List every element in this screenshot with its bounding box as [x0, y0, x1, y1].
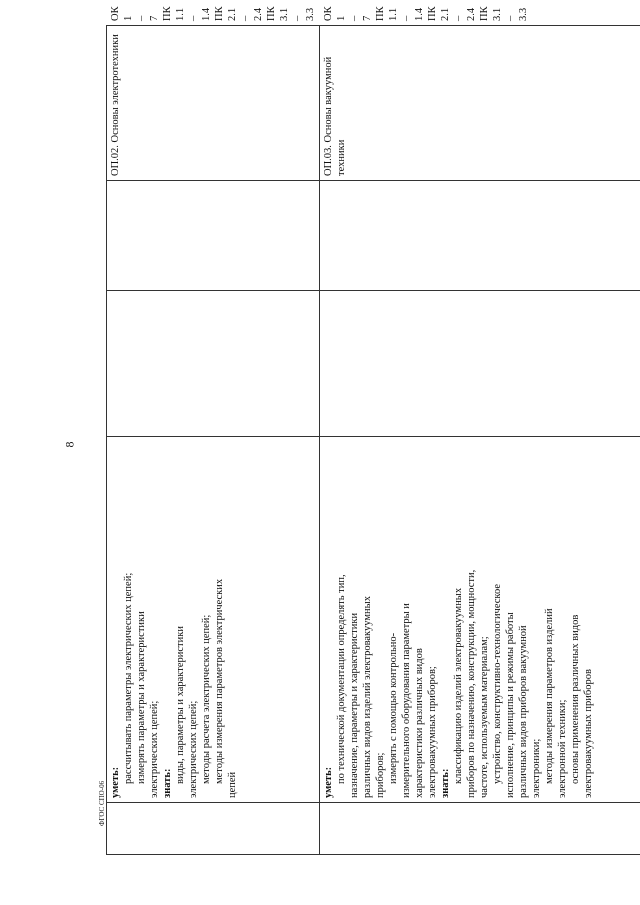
disciplines-table	[106, 6, 640, 855]
page-number: 8	[62, 441, 77, 448]
knowledge-line: цепей	[227, 771, 238, 798]
discipline-cell: ОП.03. Основы вакуумной техники	[320, 26, 640, 181]
requirements-cell	[320, 437, 640, 803]
skill-line: назначение, параметры и характеристики	[349, 612, 360, 798]
rotated-page-container	[106, 6, 594, 855]
requirements-cell	[107, 437, 320, 803]
table-row: уметь: рассчитывать параметры электрических цепей; измерять параметры и характеристики электрических цепей; знать: виды, параметры и характеристики электрических цепей; методы расчета электрических цепей; методы измерения параметров электрических цепей ОП.02. Основы электротехники ОК 1 – 7 ПК 1.1 – 1.4 ПК 2.1 – 2.4 ПК 3.1 – 3.3	[107, 26, 320, 855]
knowledge-line: методы измерения параметров электрических	[214, 578, 225, 784]
knowledge-line: электронной техники;	[557, 699, 568, 798]
empty-cell	[107, 291, 320, 437]
knowledge-line: основы применения различных видов	[570, 614, 581, 784]
knowledge-line: частоте, используемым материалам;	[479, 636, 490, 798]
skill-line: приборов;	[375, 752, 386, 798]
requirements-list	[109, 441, 239, 798]
skills-heading: уметь:	[323, 766, 334, 798]
footer-label: ФГОС СПО-06	[98, 780, 106, 826]
skill-line: рассчитывать параметры электрических цепей;	[123, 572, 134, 784]
knowledge-heading: знать:	[162, 768, 173, 798]
knowledge-heading: знать:	[440, 768, 451, 798]
skill-line: по технической документации определять тип,	[336, 574, 347, 784]
knowledge-line: устройство, конструктивно-технологическое	[492, 583, 503, 784]
knowledge-line: электрических цепей;	[188, 700, 199, 798]
skill-line: измерять параметры и характеристики	[136, 611, 147, 784]
skill-line: характеристики различных видов	[414, 648, 425, 798]
index-cell	[320, 803, 640, 855]
empty-cell	[107, 181, 320, 291]
knowledge-line: различных видов приборов вакуумной	[518, 625, 529, 798]
discipline-cell: ОП.02. Основы электротехники	[107, 26, 320, 181]
knowledge-line: виды, параметры и характеристики	[175, 626, 186, 784]
landscape-table-wrapper	[106, 6, 594, 855]
empty-cell	[320, 181, 640, 291]
table-row: уметь: по технической документации определять тип, назначение, параметры и характеристики различных видов изделий электровакуумных приборов; измерять с помощью контрольно- измерительного оборудования параметры и характеристики различных видов электровакуумных приборов; знать: классификацию изделий электровакуумных приборов по назначению, конструкции, мощности, частоте, используемым материалам; устройство, конструктивно-технологическое исполнение, принципы и режимы работы различных видов приборов вакуумной электроники; методы измерения параметров изделий электронной техники; основы применения различных видов электровакуумных приборов ОП.03. Основы вакуумной техники ОК 1 – 7 ПК 1.1 – 1.4 ПК 2.1 – 2.4 ПК 3.1 – 3.3	[320, 26, 640, 855]
skill-line: электрических цепей;	[149, 700, 160, 798]
skill-line: измерять с помощью контрольно-	[388, 632, 399, 784]
knowledge-line: электроники;	[531, 738, 542, 798]
skill-line: измерительного оборудования параметры и	[401, 603, 412, 798]
knowledge-line: методы расчета электрических цепей;	[201, 614, 212, 784]
index-cell	[107, 803, 320, 855]
requirements-list	[322, 441, 595, 798]
knowledge-line: исполнение, принципы и режимы работы	[505, 612, 516, 798]
empty-cell	[320, 291, 640, 437]
skills-heading: уметь:	[110, 766, 121, 798]
skill-line: различных видов изделий электровакуумных	[362, 596, 373, 798]
knowledge-line: электровакуумных приборов	[583, 669, 594, 798]
knowledge-line: приборов по назначению, конструкции, мощности,	[466, 569, 477, 798]
skill-line: электровакуумных приборов;	[427, 666, 438, 798]
knowledge-line: классификацию изделий электровакуумных	[453, 587, 464, 784]
knowledge-line: методы измерения параметров изделий	[544, 608, 555, 784]
